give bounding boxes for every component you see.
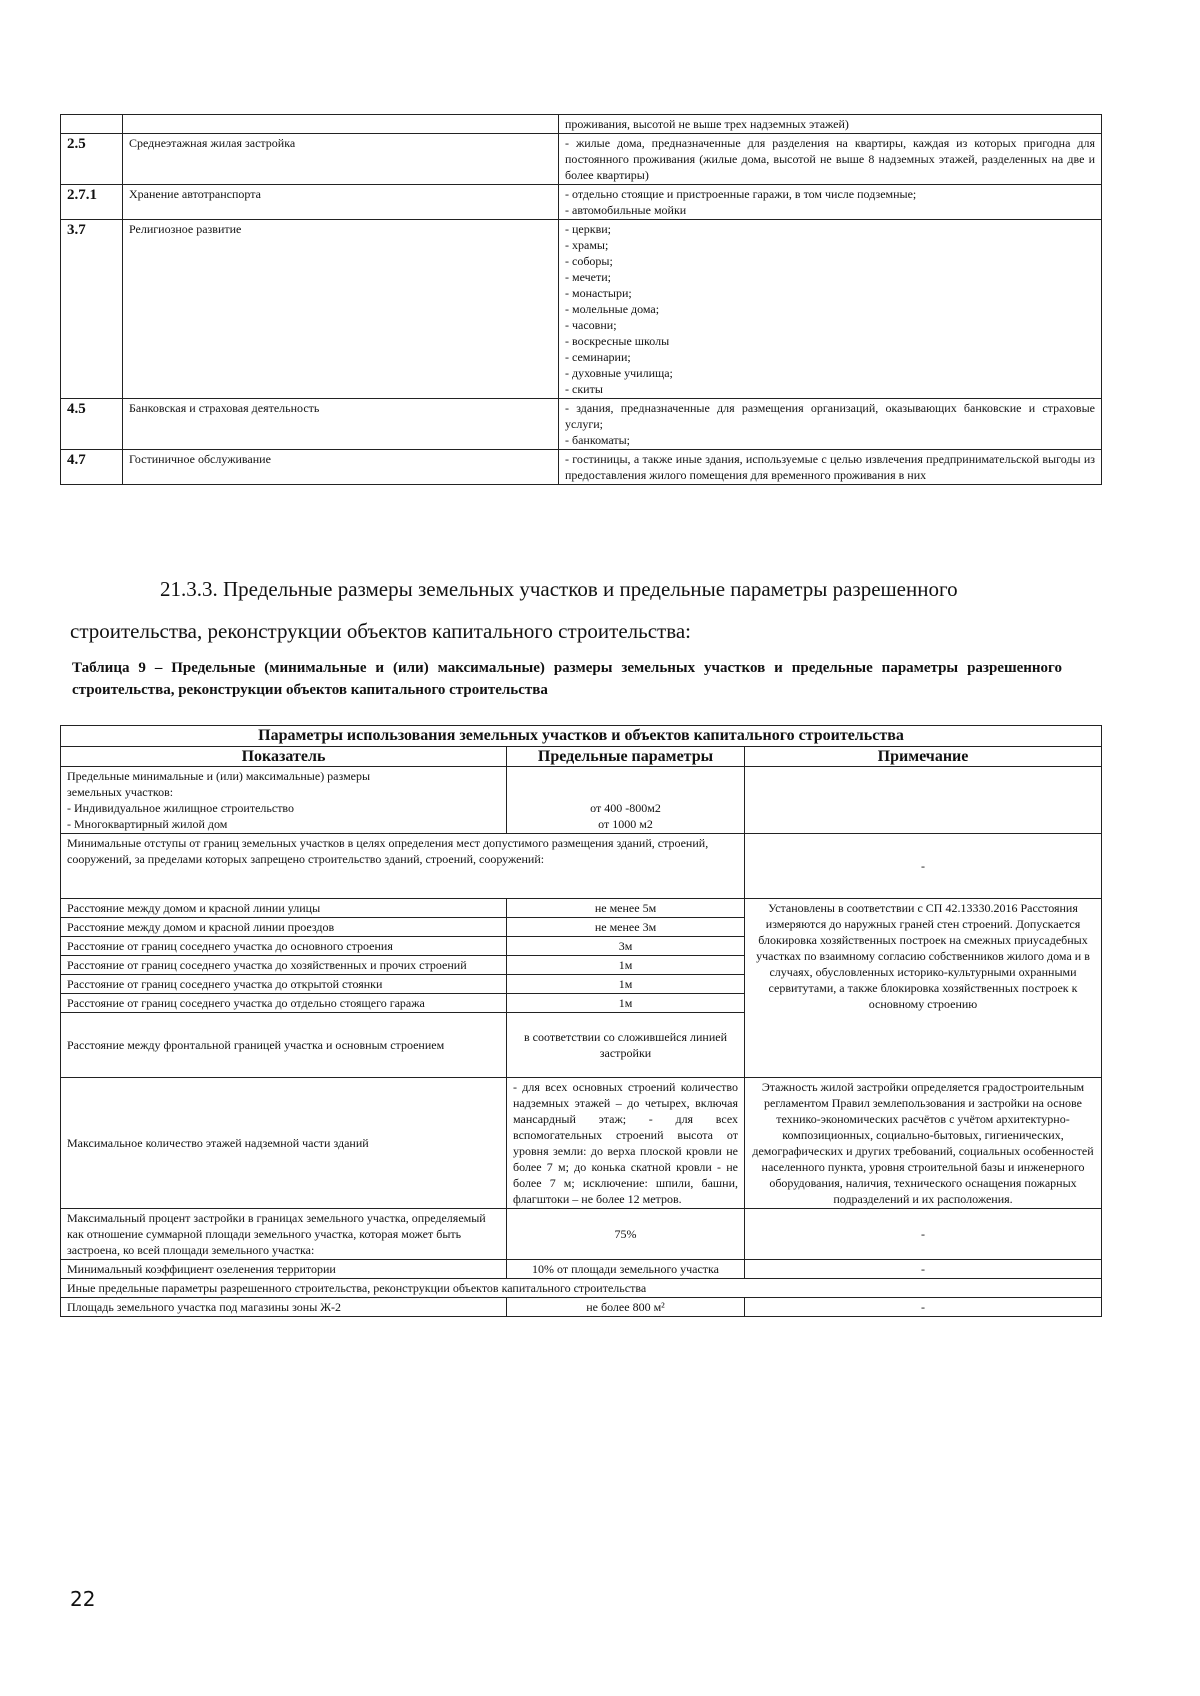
shops-label: Площадь земельного участка под магазины зоны Ж-2 (61, 1298, 507, 1317)
distances-note: Установлены в соответствии с СП 42.13330.2016 Расстояния измеряются до наружных граней стен строений. Допускается блокировка хозяйственных построек на смежных приусадебных участках по взаимному согласию собственников жилого дома и в случаях, обусловленных историко-культурными охранными сервитутами, а также блокировка хозяйственных построек к основному строению (745, 899, 1102, 1078)
floors-note: Этажность жилой застройки определяется градостроительным регламентом Правил землепользования и застройки на основе технико-экономических расчётов с учётом архитектурно-композиционных, социально-бытовых, гигиенических, демографических и других требований, социальных особенностей населенного пункта, уровня строительной базы и инженерного оборудования, наличия, технического оснащения пожарных подразделений и их расположения. (745, 1078, 1102, 1209)
table-caption: Таблица 9 – Предельные (минимальные и (или) максимальные) размеры земельных участков и предельные параметры разрешенного строительства, реконструкции объектов капитального строительства (72, 660, 1062, 698)
row-code: 4.5 (61, 399, 123, 450)
description-line: - молельные дома; (565, 302, 660, 316)
row-name: Гостиничное обслуживание (123, 450, 559, 485)
section-heading-line1: 21.3.3. Предельные размеры земельных участков и предельные параметры разрешенного (160, 577, 958, 601)
table-row (61, 134, 1102, 185)
table-main-header-row (61, 726, 1102, 747)
column-header-note: Примечание (745, 747, 1102, 767)
section-heading (70, 568, 1105, 652)
land-use-table (60, 114, 1102, 485)
distance-label: Расстояние от границ соседнего участка до отдельно стоящего гаража (61, 994, 507, 1013)
table-column-header-row (61, 747, 1102, 767)
description-line: - духовные училища; (565, 366, 673, 380)
row-name: Хранение автотранспорта (123, 185, 559, 220)
row-name: Религиозное развитие (123, 220, 559, 399)
table-row-other-header (61, 1279, 1102, 1298)
distance-label: Расстояние между домом и красной линии проездов (61, 918, 507, 937)
other-params-header: Иные предельные параметры разрешенного строительства, реконструкции объектов капитального строительства (61, 1279, 1102, 1298)
row-description (559, 115, 1102, 134)
description-line: - жилые дома, предназначенные для разделения на квартиры, каждая из которых пригодна для постоянного проживания (жилые дома, высотой не выше 8 надземных этажей, разделенных на две и более квартиры) (565, 136, 1095, 182)
row-name: Банковская и страховая деятельность (123, 399, 559, 450)
distance-value: не менее 3м (507, 918, 745, 937)
row-description (559, 450, 1102, 485)
floors-value: - для всех основных строений количество надземных этажей – до четырех, включая мансардный этаж; - для всех вспомогательных строений высота от уровня земли: до верха плоской кровли не более 7 м; до конька скатной кровли - не более 7 м; исключение: шпили, башни, флагштоки – не более 12 метров. (507, 1078, 745, 1209)
distance-label: Расстояние от границ соседнего участка до основного строения (61, 937, 507, 956)
table-row-floors (61, 1078, 1102, 1209)
distance-label: Расстояние от границ соседнего участка до хозяйственных и прочих строений (61, 956, 507, 975)
distance-label: Расстояние от границ соседнего участка до открытой стоянки (61, 975, 507, 994)
row-description (559, 399, 1102, 450)
plot-sizes-note (745, 767, 1102, 834)
description-line: - отдельно стоящие и пристроенные гаражи, в том числе подземные; (565, 187, 917, 201)
setbacks-note: - (745, 834, 1102, 899)
table-row-coverage (61, 1209, 1102, 1260)
shops-value: не более 800 м² (507, 1298, 745, 1317)
distance-value: 1м (507, 956, 745, 975)
table-row (61, 450, 1102, 485)
row-code: 4.7 (61, 450, 123, 485)
row-description (559, 134, 1102, 185)
distance-value: 3м (507, 937, 745, 956)
description-line: - скиты (565, 382, 603, 396)
description-line: - воскресные школы (565, 334, 670, 348)
table-row-shops (61, 1298, 1102, 1317)
description-line: - соборы; (565, 254, 613, 268)
column-header-indicator: Показатель (61, 747, 507, 767)
greening-note: - (745, 1260, 1102, 1279)
description-line: - автомобильные мойки (565, 203, 687, 217)
coverage-value: 75% (507, 1209, 745, 1260)
description-line: - семинарии; (565, 350, 631, 364)
description-line: - мечети; (565, 270, 611, 284)
distance-value: не менее 5м (507, 899, 745, 918)
distance-label: Расстояние между фронтальной границей участка и основным строением (61, 1013, 507, 1078)
table-row (61, 220, 1102, 399)
section-heading-line2: строительства, реконструкции объектов капитального строительства: (70, 619, 691, 643)
column-header-limits: Предельные параметры (507, 747, 745, 767)
row-name (123, 115, 559, 134)
distance-value: 1м (507, 994, 745, 1013)
shops-note: - (745, 1298, 1102, 1317)
row-code: 3.7 (61, 220, 123, 399)
coverage-note: - (745, 1209, 1102, 1260)
page-number: 22 (70, 1587, 96, 1611)
table-row (61, 399, 1102, 450)
description-line: - храмы; (565, 238, 609, 252)
greening-value: 10% от площади земельного участка (507, 1260, 745, 1279)
description-line: - гостиницы, а также иные здания, используемые с целью извлечения предпринимательской выгоды из предоставления жилого помещения для временного проживания в них (565, 452, 1095, 482)
description-line: - здания, предназначенные для размещения организаций, оказывающих банковские и страховые услуги; (565, 401, 1095, 431)
description-line: - церкви; (565, 222, 611, 236)
table-row-distance (61, 899, 1102, 918)
plot-sizes-values: от 400 -800м2 от 1000 м2 (507, 767, 745, 834)
row-code (61, 115, 123, 134)
distance-value: 1м (507, 975, 745, 994)
parameters-table (60, 725, 1102, 1317)
coverage-label: Максимальный процент застройки в границах земельного участка, определяемый как отношение суммарной площади земельного участка, которая может быть застроена, ко всей площади земельного участка: (61, 1209, 507, 1260)
table-row-setbacks (61, 834, 1102, 899)
floors-label: Максимальное количество этажей надземной части зданий (61, 1078, 507, 1209)
row-code: 2.7.1 (61, 185, 123, 220)
row-name: Среднеэтажная жилая застройка (123, 134, 559, 185)
table-row-greening (61, 1260, 1102, 1279)
table-row-plot-sizes (61, 767, 1102, 834)
description-line: - монастыри; (565, 286, 632, 300)
table-main-header: Параметры использования земельных участков и объектов капитального строительства (61, 726, 1102, 747)
description-line: - банкоматы; (565, 433, 631, 447)
distance-value: в соответствии со сложившейся линией застройки (507, 1013, 745, 1078)
greening-label: Минимальный коэффициент озеленения территории (61, 1260, 507, 1279)
setbacks-label: Минимальные отступы от границ земельных участков в целях определения мест допустимого размещения зданий, строений, сооружений, за пределами которых запрещено строительство зданий, строений, сооружений: (61, 834, 745, 899)
row-code: 2.5 (61, 134, 123, 185)
distance-label: Расстояние между домом и красной линии улицы (61, 899, 507, 918)
plot-sizes-label: Предельные минимальные и (или) максимальные) размеры земельных участков: - Индивидуальное жилищное строительство - Многоквартирный жилой дом (61, 767, 507, 834)
description-line: - часовни; (565, 318, 617, 332)
table-row (61, 115, 1102, 134)
row-description (559, 220, 1102, 399)
row-description (559, 185, 1102, 220)
description-line: проживания, высотой не выше трех надземных этажей) (565, 117, 849, 131)
table-row (61, 185, 1102, 220)
